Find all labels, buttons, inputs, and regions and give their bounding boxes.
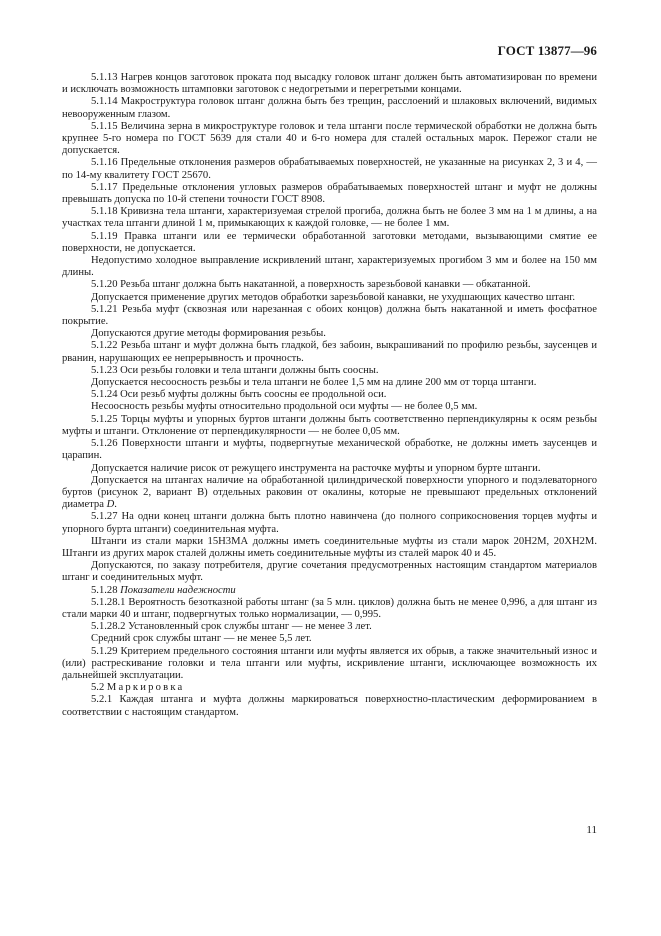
paragraph-5-1-29: 5.1.29 Критерием предельного состояния штанги или муфты является их обрыв, а также значительный износ и (или) растрескивание головки и тела штанги или муфты, искривление штанги, исключающее возможность их дальнейшей эксплуатации. xyxy=(62,645,597,681)
paragraph-scale-pits-text: Допускается на штангах наличие на обработанной цилиндрической поверхности упорного и подэлеваторного буртов (рисунок 2, вариант В) отдельных раковин от окалины, которые не превышают предельных отклонений диаметра D. xyxy=(62,474,597,511)
paragraph-coupling-misalignment: Несоосность резьбы муфты относительно продольной оси муфты — не более 0,5 мм. xyxy=(91,401,478,413)
paragraph-groove-methods: Допускается применение других методов обработки зарезьбовой канавки, не ухудшающих качество штанг. xyxy=(91,291,576,303)
paragraph-5-1-26: 5.1.26 Поверхности штанги и муфты, подвергнутые механической обработке, не должны иметь заусенцев и царапин. xyxy=(62,438,597,462)
marking-heading: 5.2 Маркировка xyxy=(91,682,185,694)
paragraph-5-1-18: 5.1.18 Кривизна тела штанги, характеризуемая стрелой прогиба, должна быть не более 3 мм на 1 м длины, а на участках тела штанги длиной 1 м, примыкающих к каждой головке, — не более 1 мм. xyxy=(62,206,597,230)
paragraph-5-1-22: 5.1.22 Резьба штанг и муфт должна быть гладкой, без забоин, выкрашиваний по профилю резьбы, заусенцев и рванин, нарушающих ее непрерывность и прочность. xyxy=(62,340,597,364)
paragraph-5-1-16: 5.1.16 Предельные отклонения размеров обрабатываемых поверхностей, не указанные на рисунках 2, 3 и 4, — по 14-му квалитету ГОСТ 25670. xyxy=(62,157,597,181)
paragraph-5-1-25: 5.1.25 Торцы муфты и упорных буртов штанги должны быть соответственно перпендикулярны к осям резьбы муфты и штанги. Отклонение от перпендикулярности — не более 0,05 мм. xyxy=(62,413,597,437)
paragraph-5-1-14: 5.1.14 Макроструктура головок штанг должна быть без трещин, расслоений и шлаковых включений, видимых невооруженным глазом. xyxy=(62,96,597,120)
paragraph-scale-pits xyxy=(62,475,597,512)
document-body xyxy=(62,72,597,719)
paragraph-5-1-21: 5.1.21 Резьба муфт (сквозная или нарезанная с обоих концов) должна быть накатанной и иметь фосфатное покрытие. xyxy=(62,303,597,328)
paragraph-customer-combinations: Допускаются, по заказу потребителя, другие сочетания предусмотренных настоящим стандартом материалов штанг и соединительных муфт. xyxy=(62,560,597,584)
paragraph-average-life: Средний срок службы штанг — не менее 5,5 лет. xyxy=(91,633,312,645)
paragraph-5-1-23: 5.1.23 Оси резьбы головки и тела штанги должны быть соосны. xyxy=(91,364,379,376)
paragraph-5-2-1: 5.2.1 Каждая штанга и муфта должны маркироваться поверхностно-пластическим деформированием в соответствии с настоящим стандартом. xyxy=(62,694,597,718)
paragraph-misalignment: Допускается несоосность резьбы и тела штанги не более 1,5 мм на длине 200 мм от торца штанги. xyxy=(91,377,537,389)
paragraph-5-1-28-2: 5.1.28.2 Установленный срок службы штанг — не менее 3 лет. xyxy=(91,621,372,633)
section-heading-5-2 xyxy=(62,682,597,694)
paragraph-5-1-20: 5.1.20 Резьба штанг должна быть накатанной, а поверхность зарезьбовой канавки — обкатанной. xyxy=(91,279,531,291)
reliability-heading: 5.1.28 Показатели надежности xyxy=(91,584,236,596)
page-header: ГОСТ 13877—96 xyxy=(497,43,597,58)
page-number: 11 xyxy=(586,824,597,836)
paragraph-5-1-24: 5.1.24 Оси резьб муфты должны быть соосны ее продольной оси. xyxy=(91,389,387,401)
paragraph-coupling-steels: Штанги из стали марки 15Н3МА должны иметь соединительные муфты из стали марок 20Н2М, 20ХН2М. Штанги из других марок сталей должны иметь соединительные муфты из сталей марок 40 и 45. xyxy=(62,535,597,559)
paragraph-5-1-17: 5.1.17 Предельные отклонения угловых размеров обрабатываемых поверхностей штанг и муфт не должны превышать допуска по 10-й степени точности ГОСТ 8908. xyxy=(62,181,597,206)
paragraph-5-1-27: 5.1.27 На одни конец штанги должна быть плотно навинчена (до полного соприкосновения торцев муфты и упорного бурта штанги) соединительная муфта. xyxy=(62,511,597,535)
paragraph-5-1-13: 5.1.13 Нагрев концов заготовок проката под высадку головок штанг должен быть автоматизирован по времени и исключать возможность штамповки заготовок с недогретыми и перегретыми концами. xyxy=(62,72,597,96)
paragraph-5-1-15: 5.1.15 Величина зерна в микроструктуре головок и тела штанги после термической обработки не должна быть крупнее 5-го номера по ГОСТ 5639 для стали 40 и 6-го номера для сталей остальных марок. Пережог стали не допускается. xyxy=(62,120,597,157)
paragraph-5-1-28-1: 5.1.28.1 Вероятность безотказной работы штанг (за 5 млн. циклов) должна быть не менее 0,996, а для штанг из стали марки 40 и штанг, подвергнутых только нормализации, — 0,995. xyxy=(62,596,597,620)
paragraph-straightening: Недопустимо холодное выправление искривлений штанг, характеризуемых прогибом 3 мм и более на 150 мм длины. xyxy=(62,255,597,279)
paragraph-5-1-28 xyxy=(62,585,597,597)
paragraph-thread-methods: Допускаются другие методы формирования резьбы. xyxy=(91,328,326,340)
paragraph-5-1-19: 5.1.19 Правка штанги или ее термически обработанной заготовки методами, вызывающими смятие ее поверхности, не допускается. xyxy=(62,230,597,254)
paragraph-tool-marks: Допускается наличие рисок от режущего инструмента на расточке муфты и упорном бурте штанги. xyxy=(91,462,541,474)
